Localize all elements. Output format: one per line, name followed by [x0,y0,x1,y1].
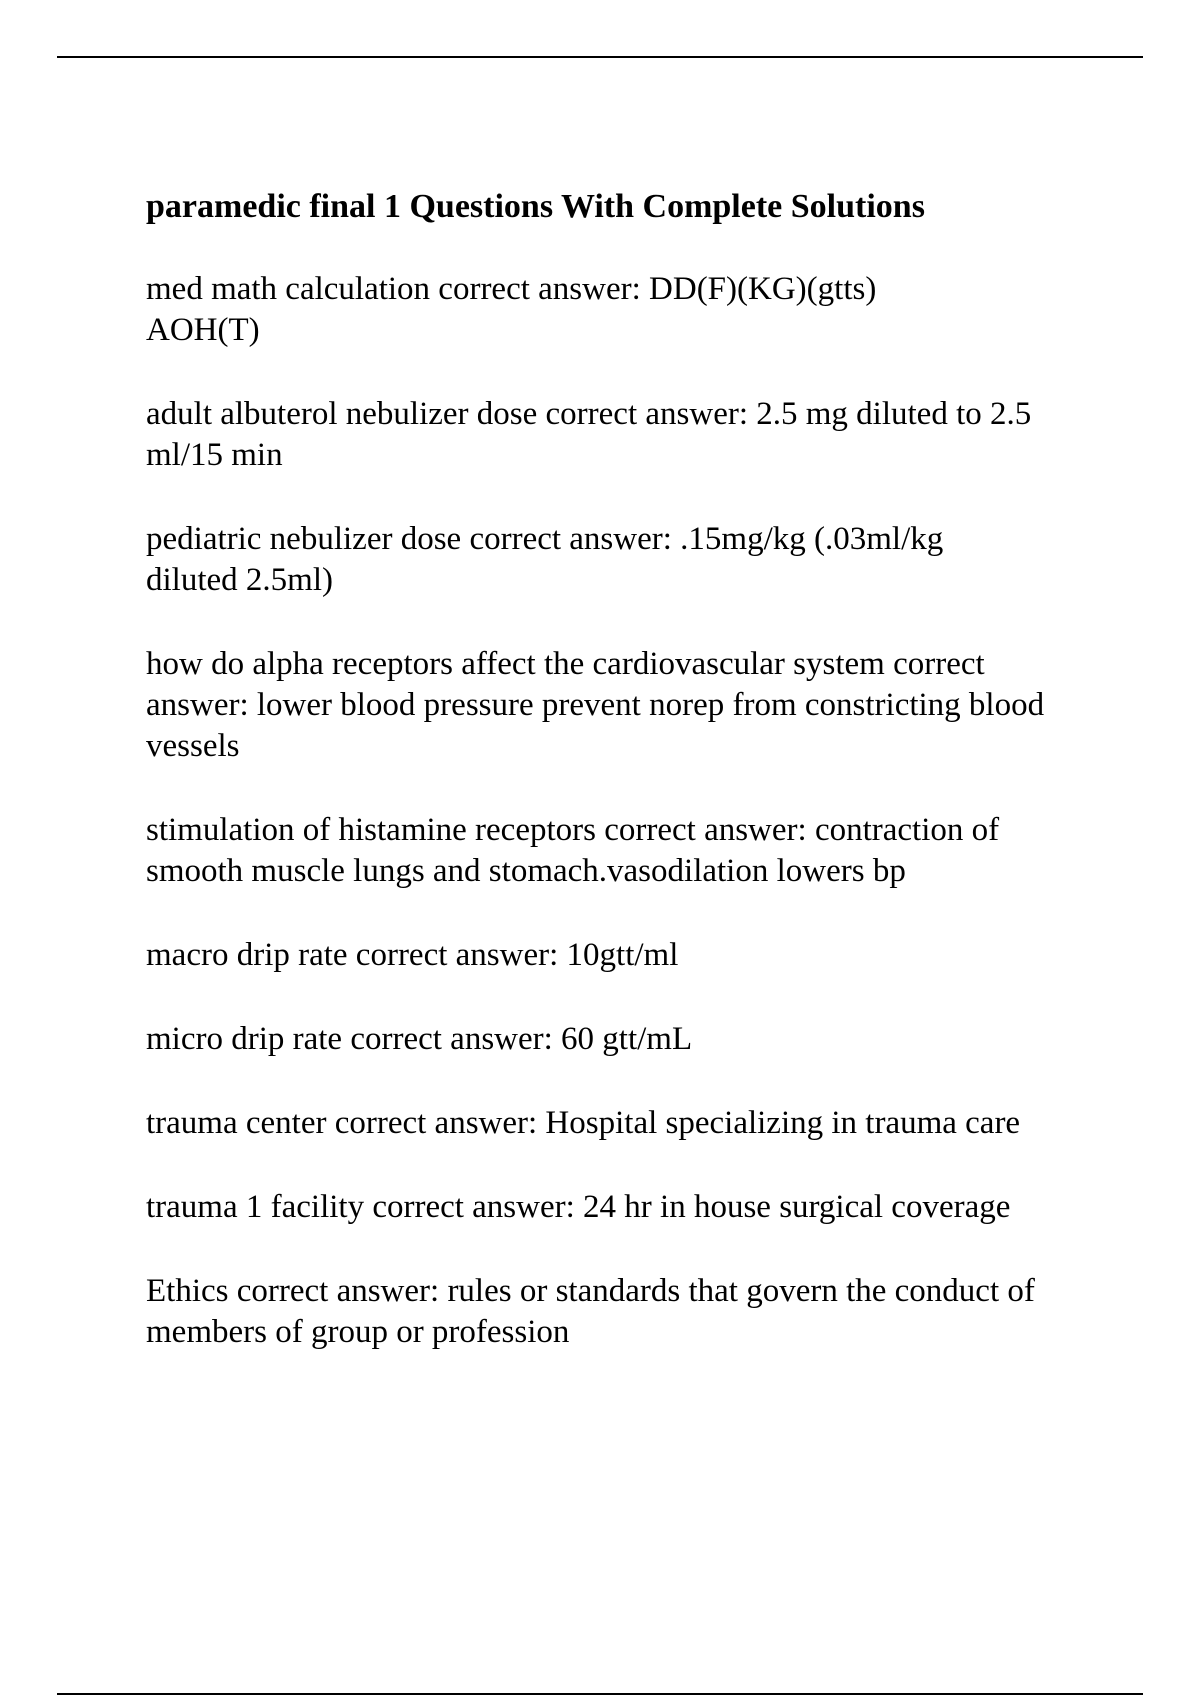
document-body [146,186,1086,1396]
qa-list [146,269,1086,1353]
document-title: paramedic final 1 Questions With Complete Solutions [146,188,925,225]
qa-entry: micro drip rate correct answer: 60 gtt/mL [146,1021,693,1057]
header-rule [57,56,1143,58]
qa-entry: trauma center correct answer: Hospital specializing in trauma care [146,1105,1021,1141]
qa-entry: how do alpha receptors affect the cardiovascular system correct answer: lower blood pressure prevent norep from constricting blood vessels [146,646,1045,764]
qa-entry: stimulation of histamine receptors correct answer: contraction of smooth muscle lungs and stomach.vasodilation lowers bp [146,812,1000,889]
qa-entry: adult albuterol nebulizer dose correct answer: 2.5 mg diluted to 2.5 ml/15 min [146,396,1032,473]
qa-entry: macro drip rate correct answer: 10gtt/ml [146,937,679,973]
qa-entry: Ethics correct answer: rules or standards that govern the conduct of members of group or profession [146,1273,1035,1350]
qa-entry: trauma 1 facility correct answer: 24 hr in house surgical coverage [146,1189,1011,1225]
qa-entry: pediatric nebulizer dose correct answer: .15mg/kg (.03ml/kg diluted 2.5ml) [146,521,944,598]
qa-entry: med math calculation correct answer: DD(F)(KG)(gtts) AOH(T) [146,271,877,348]
footer-rule [57,1693,1143,1695]
